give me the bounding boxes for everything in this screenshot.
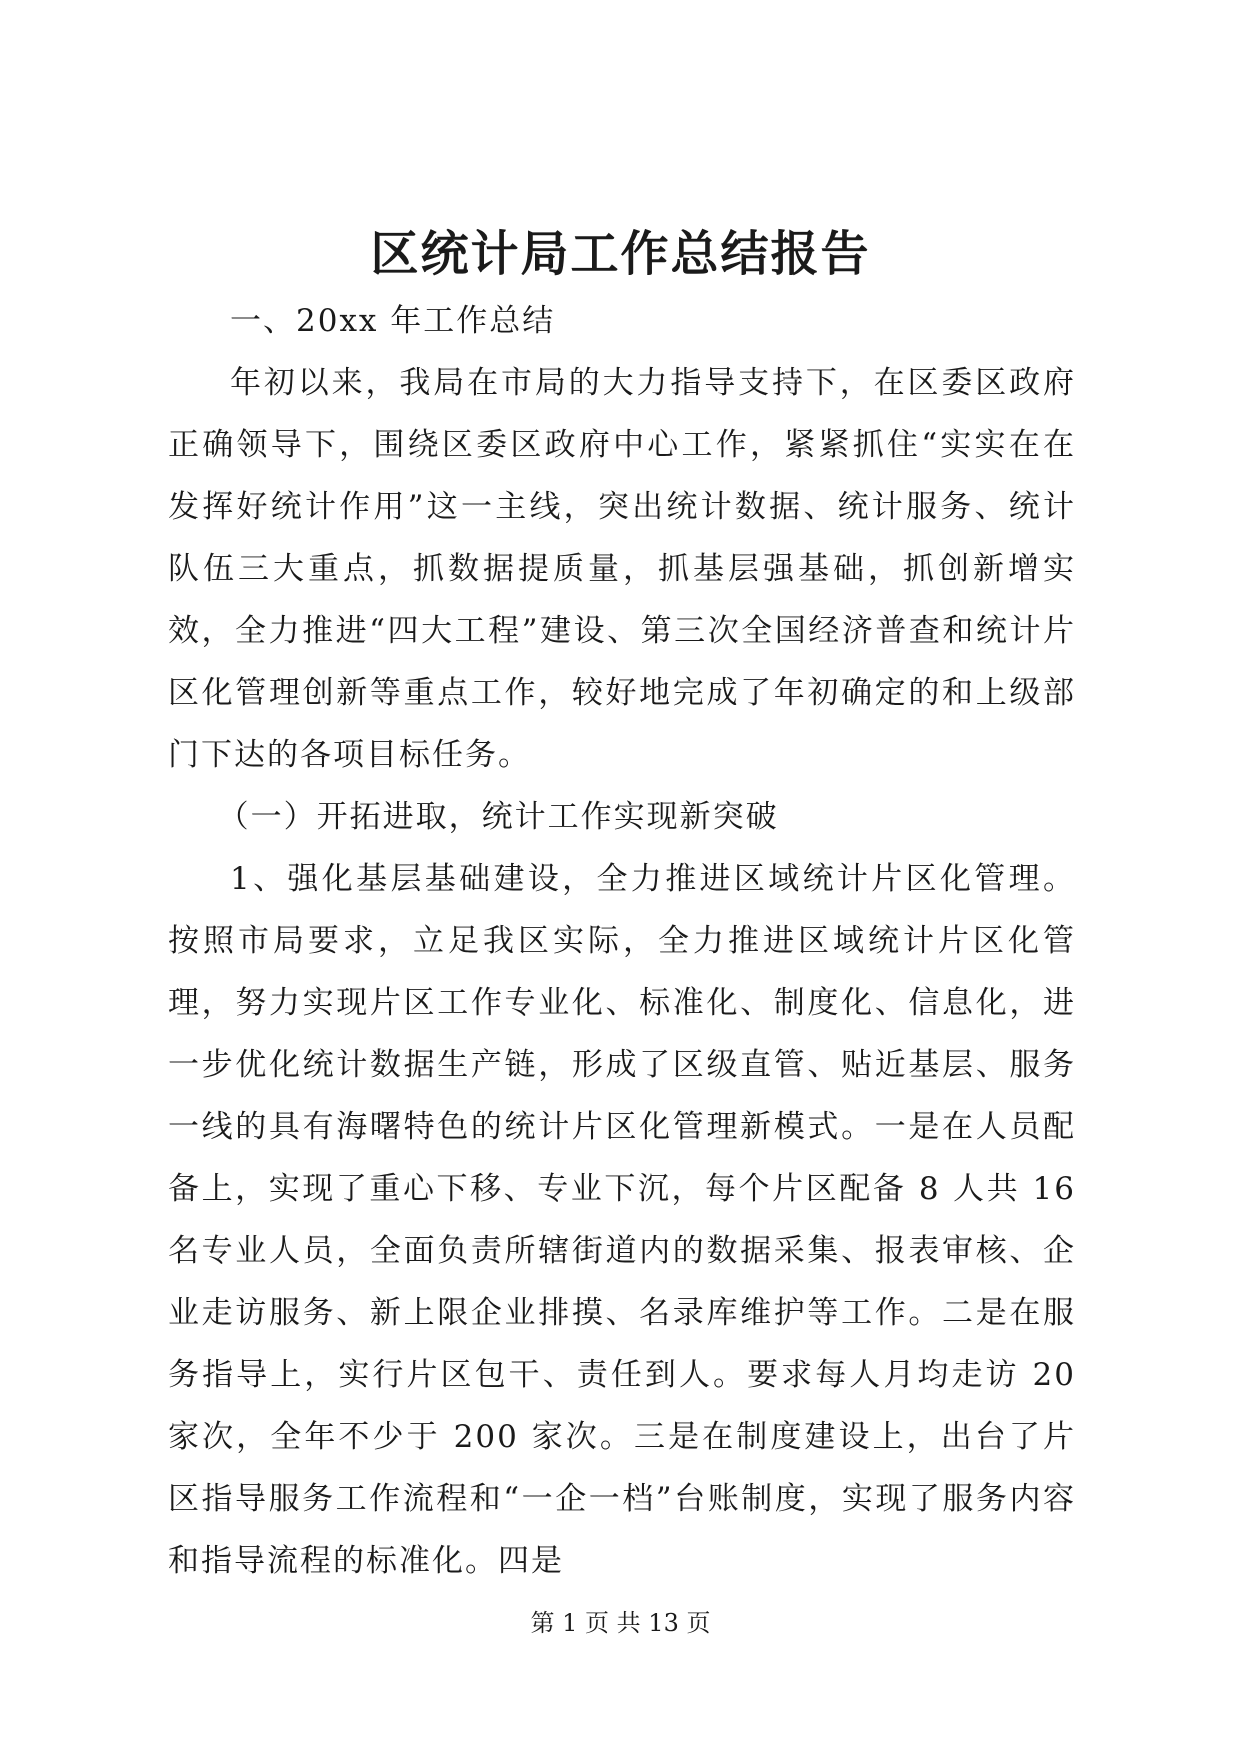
document-title: 区统计局工作总结报告 <box>370 226 871 282</box>
paragraph-intro: 年初以来，我局在市局的大力指导支持下，在区委区政府正确领导下，围绕区委区政府中心工作，紧紧抓住“实实在在发挥好统计作用”这一主线，突出统计数据、统计服务、统计队伍三大重点，抓数据提质量，抓基层强基础，抓创新增实效，全力推进“四大工程”建设、第三次全国经济普查和统计片区化管理创新等重点工作，较好地完成了年初确定的和上级部门下达的各项目标任务。 <box>168 365 1076 773</box>
subheading-1: （一）开拓进取，统计工作实现新突破 <box>217 799 779 835</box>
paragraph-1: 1、强化基层基础建设，全力推进区域统计片区化管理。按照市局要求，立足我区实际，全力推进区域统计片区化管理，努力实现片区工作专业化、标准化、制度化、信息化，进一步优化统计数据生产链，形成了区级直管、贴近基层、服务一线的具有海曙特色的统计片区化管理新模式。一是在人员配备上，实现了重心下移、专业下沉，每个片区配备 8 人共 16 名专业人员，全面负责所辖街道内的数据采集、报表审核、企业走访服务、新上限企业排摸、名录库维护等工作。二是在服务指导上，实行片区包干、责任到人。要求每人月均走访 20 家次，全年不少于 200 家次。三是在制度建设上，出台了片区指导服务工作流程和“一企一档”台账制度，实现了服务内容和指导流程的标准化。四是 <box>168 861 1076 1579</box>
document-body <box>168 290 1076 1592</box>
page-footer: 第 1 页 共 13 页 <box>530 1609 711 1637</box>
section-heading: 一、20xx 年工作总结 <box>230 303 556 339</box>
